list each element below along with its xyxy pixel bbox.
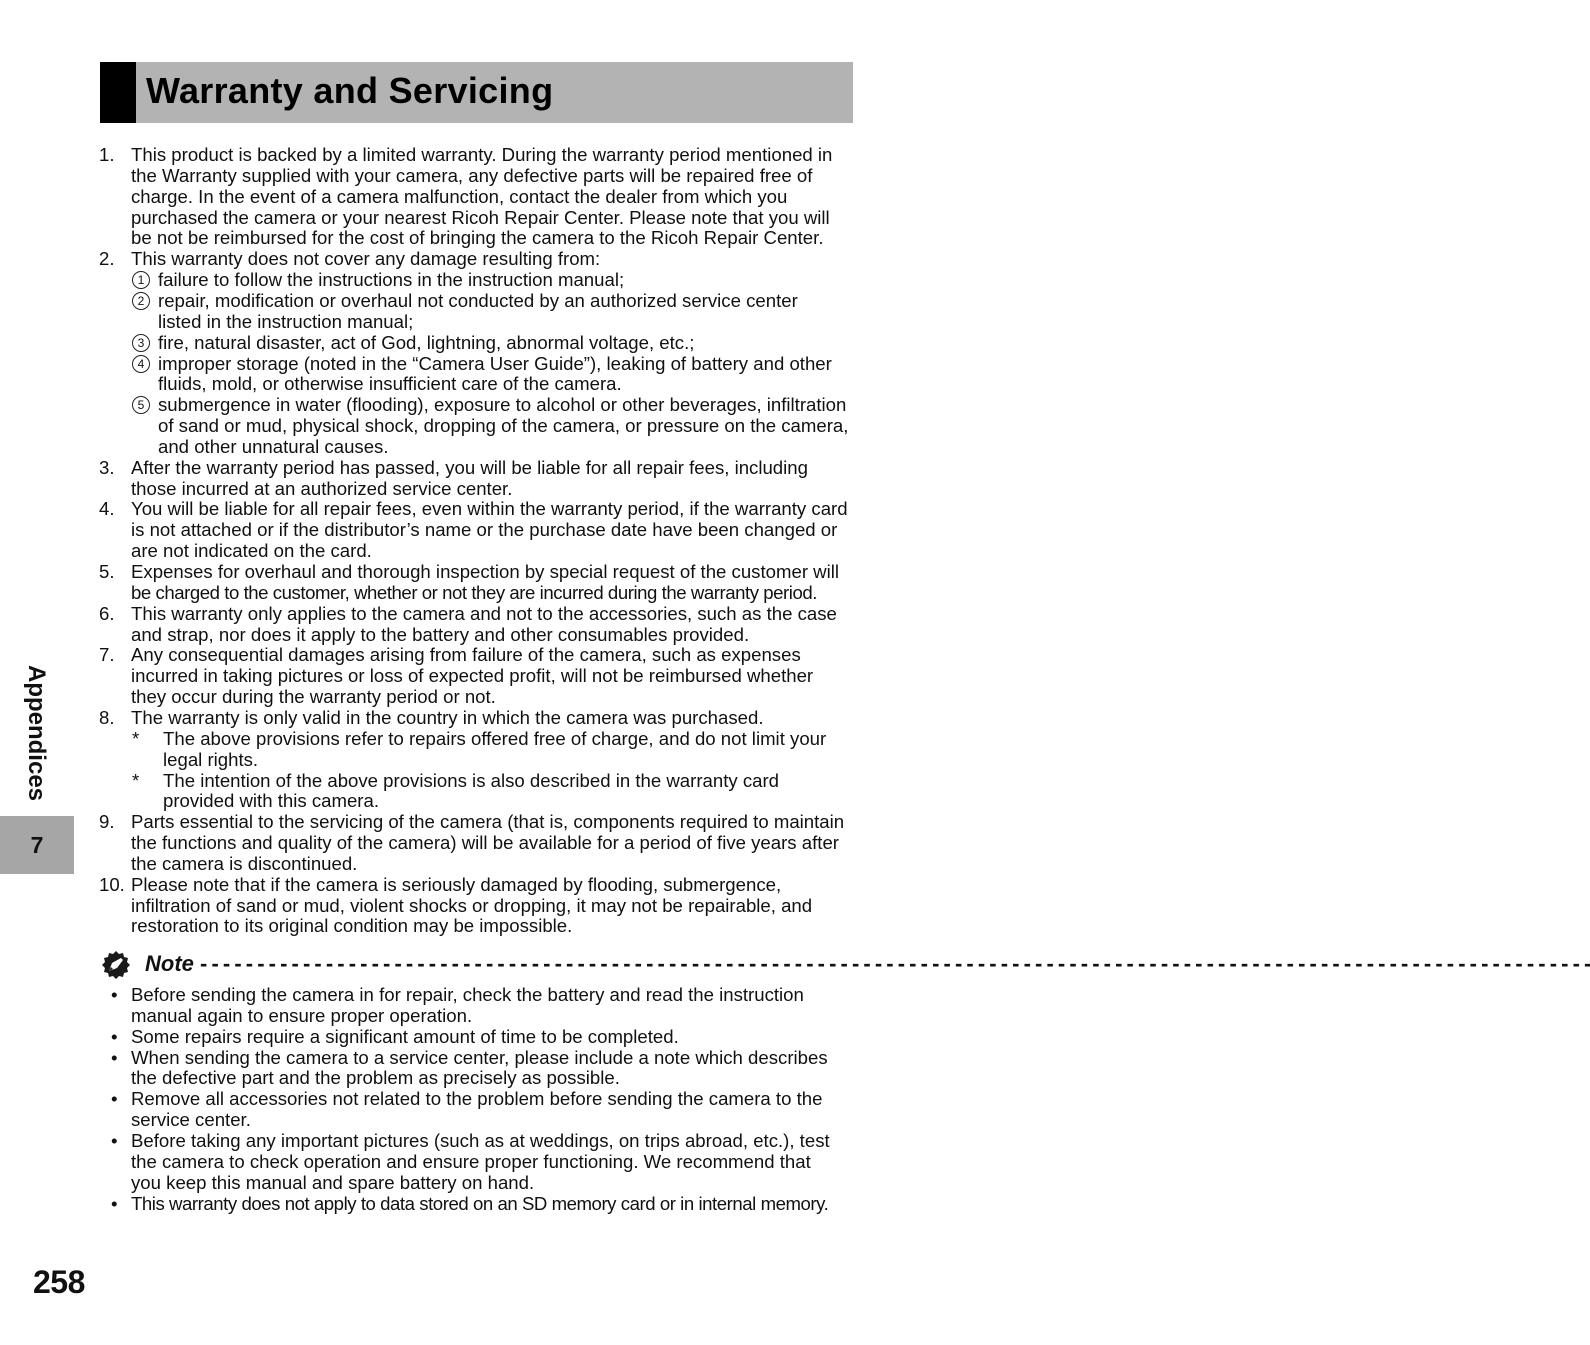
bullet-icon: •: [111, 1129, 118, 1151]
text-line: incurred in taking pictures or loss of expected profit, will not be reimbursed whether: [131, 665, 814, 687]
text-line: fire, natural disaster, act of God, lightning, abnormal voltage, etc.;: [158, 331, 695, 353]
item-number: 7.: [99, 644, 115, 666]
chapter-tab: [0, 816, 74, 874]
text-line: submergence in water (flooding), exposure to alcohol or other beverages, infiltration: [158, 394, 847, 416]
note-divider: - - - - - - - - - - - - - - - - - - - - - - - - - - - - - - - - - - - - - - - - - - - - - - - - - - - - - - - - - - - - - - - - - - - - - - - - - - - - - - - - - - - - - - - - - - - - - - - - - - - - - - - - - - - - - - - - - - - - - - - - - -: [200, 951, 1590, 976]
text-line: Before taking any important pictures (such as at weddings, on trips abroad, etc.), test: [131, 1129, 830, 1151]
title-bar: [100, 62, 853, 123]
text-line: and other unnatural causes.: [158, 435, 389, 457]
text-line: purchased the camera or your nearest Ricoh Repair Center. Please note that you will: [131, 206, 830, 228]
text-line: the camera is discontinued.: [131, 852, 358, 874]
text-line: the camera to check operation and ensure proper functioning. We recommend that: [131, 1150, 811, 1172]
text-line: manual again to ensure proper operation.: [131, 1004, 473, 1026]
text-line: provided with this camera.: [163, 790, 379, 812]
text-line: those incurred at an authorized service center.: [131, 477, 513, 499]
text-line: Remove all accessories not related to the problem before sending the camera to the: [131, 1088, 823, 1110]
item-number: 6.: [99, 602, 115, 624]
note-pencil-icon: [100, 950, 132, 980]
text-line: You will be liable for all repair fees, even within the warranty period, if the warranty card: [131, 498, 848, 520]
bullet-icon: •: [111, 1025, 118, 1047]
text-line: you keep this manual and spare battery on hand.: [131, 1171, 535, 1193]
text-line: The above provisions refer to repairs offered free of charge, and do not limit your: [163, 727, 827, 749]
text-line: When sending the camera to a service center, please include a note which describes: [131, 1046, 828, 1068]
item-number: 10.: [99, 873, 125, 895]
text-line: The intention of the above provisions is also described in the warranty card: [163, 769, 779, 791]
circled-number: 1: [132, 271, 150, 289]
text-line: fluids, mold, or otherwise insufficient care of the camera.: [158, 373, 622, 395]
text-line: listed in the instruction manual;: [158, 310, 414, 332]
page-number: 258: [33, 1264, 85, 1300]
text-line: service center.: [131, 1109, 251, 1131]
asterisk-mark: *: [132, 727, 140, 749]
circled-number: 5: [132, 396, 150, 414]
text-line: of sand or mud, physical shock, dropping of the camera, or pressure on the camera,: [158, 415, 849, 437]
text-line: After the warranty period has passed, you will be liable for all repair fees, including: [131, 456, 808, 478]
text-line: Any consequential damages arising from failure of the camera, such as expenses: [131, 644, 801, 666]
item-number: 5.: [99, 561, 115, 582]
title-accent-block: [100, 62, 136, 123]
circled-number: 2: [132, 292, 150, 310]
text-line: the functions and quality of the camera) will be available for a period of five years after: [131, 832, 839, 854]
text-line: repair, modification or overhaul not conducted by an authorized service center: [158, 289, 798, 311]
asterisk-mark: *: [132, 769, 140, 791]
chapter-number: 7: [30, 832, 44, 858]
text-line: Some repairs require a significant amount of time to be completed.: [131, 1025, 679, 1047]
item-number: 8.: [99, 706, 115, 728]
circled-number: 3: [132, 334, 150, 352]
text-line: the defective part and the problem as precisely as possible.: [131, 1067, 620, 1089]
text-line: be charged to the customer, whether or not they are incurred during the warranty period.: [131, 581, 817, 603]
circled-number: 4: [132, 355, 150, 373]
text-line: the Warranty supplied with your camera, any defective parts will be repaired free of: [131, 164, 813, 186]
page-title: Warranty and Servicing: [146, 70, 554, 111]
text-line: they occur during the warranty period or not.: [131, 686, 496, 708]
bullet-icon: •: [111, 984, 118, 1005]
text-line: Parts essential to the servicing of the camera (that is, components required to maintain: [131, 811, 845, 833]
text-line: Expenses for overhaul and thorough inspection by special request of the customer will: [131, 561, 839, 582]
text-line: legal rights.: [163, 748, 259, 770]
bullet-icon: •: [111, 1192, 118, 1214]
text-line: improper storage (noted in the “Camera User Guide”), leaking of battery and other: [158, 352, 832, 374]
item-number: 4.: [99, 498, 115, 520]
note-header: [100, 948, 1590, 982]
bullet-icon: •: [111, 1088, 118, 1110]
text-line: are not indicated on the card.: [131, 540, 372, 562]
text-line: Please note that if the camera is seriously damaged by flooding, submergence,: [131, 873, 782, 895]
section-label: Appendices: [23, 664, 50, 802]
text-line: restoration to its original condition may be impossible.: [131, 915, 573, 937]
text-line: infiltration of sand or mud, violent shocks or dropping, it may not be repairable, and: [131, 894, 813, 916]
text-line: This warranty does not cover any damage resulting from:: [131, 248, 601, 270]
bullet-icon: •: [111, 1046, 118, 1068]
text-line: charge. In the event of a camera malfunction, contact the dealer from which you: [131, 185, 788, 207]
item-number: 3.: [99, 456, 115, 478]
text-line: This product is backed by a limited warranty. During the warranty period mentioned in: [131, 144, 833, 165]
item-number: 1.: [99, 144, 115, 165]
item-number: 9.: [99, 811, 115, 833]
text-line: is not attached or if the distributor’s name or the purchase date have been changed or: [131, 519, 838, 541]
text-line: This warranty does not apply to data stored on an SD memory card or in internal memory.: [131, 1192, 829, 1214]
text-line: be not be reimbursed for the cost of bringing the camera to the Ricoh Repair Center.: [131, 227, 824, 249]
text-line: and strap, nor does it apply to the battery and other consumables provided.: [131, 623, 750, 645]
text-line: This warranty only applies to the camera and not to the accessories, such as the case: [131, 602, 837, 624]
note-label: Note: [145, 951, 194, 976]
text-line: Before sending the camera in for repair, check the battery and read the instruction: [131, 984, 804, 1005]
text-line: failure to follow the instructions in the instruction manual;: [158, 269, 625, 291]
text-line: The warranty is only valid in the country in which the camera was purchased.: [131, 706, 764, 728]
item-number: 2.: [99, 248, 115, 270]
